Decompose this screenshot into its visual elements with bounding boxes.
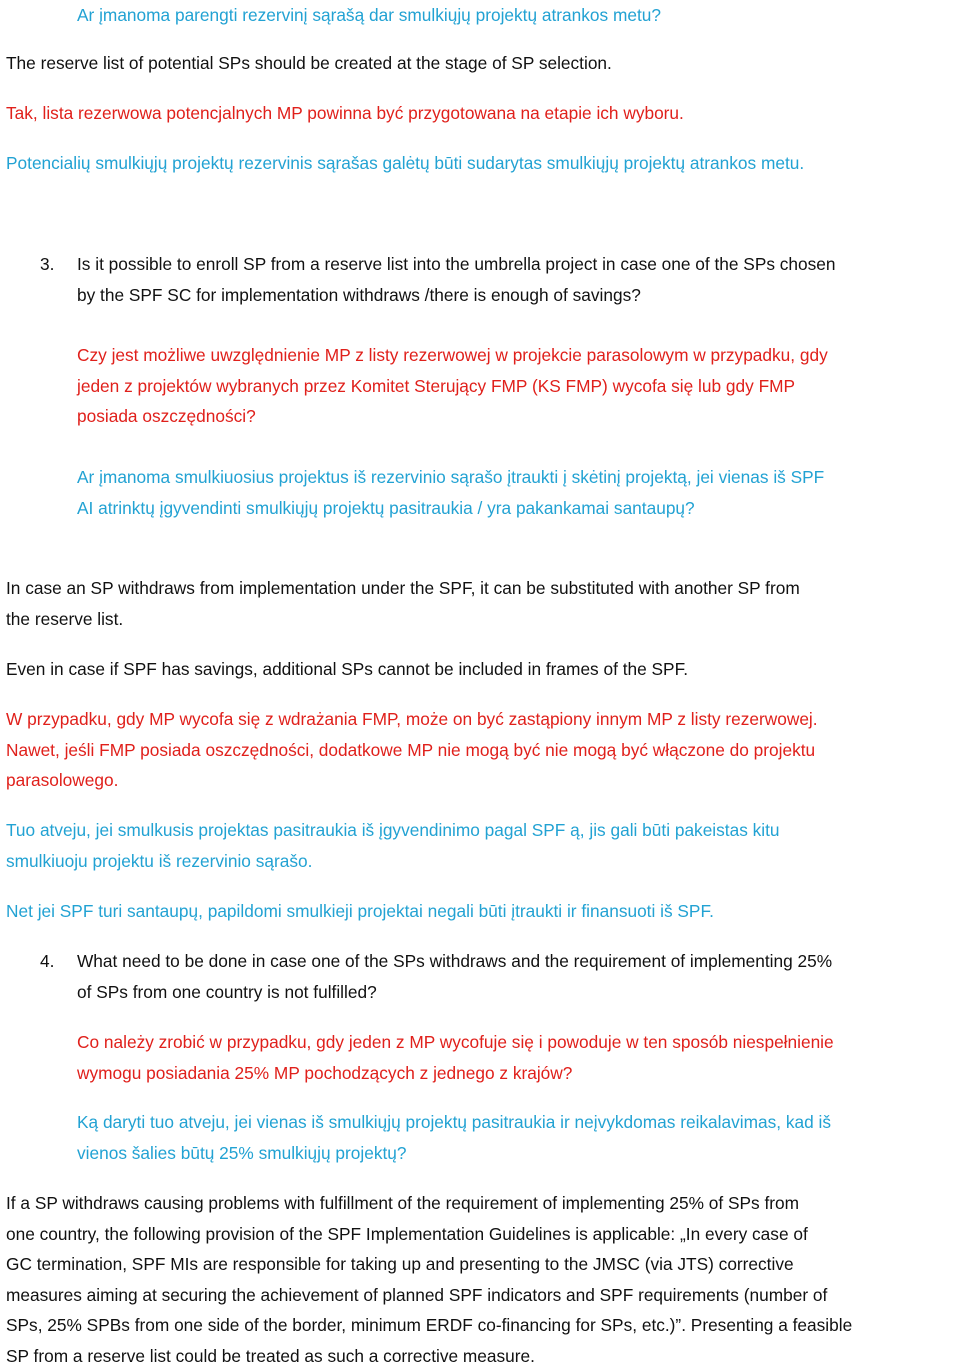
text-line: Tuo atveju, jei smulkusis projektas pasitraukia iš įgyvendinimo pagal SPF ą, jis gali būti pakeistas kitu <box>6 815 954 846</box>
question-4-en <box>77 946 954 1007</box>
answer-en-reserve-list <box>6 48 954 79</box>
answer-3-en-substitution <box>6 573 954 634</box>
question-3-en <box>77 249 954 310</box>
question-3-number: 3. <box>40 249 54 280</box>
text-line: the reserve list. <box>6 604 954 635</box>
lt-question-continued <box>77 0 777 31</box>
question-3-lt <box>77 462 954 523</box>
text-line: vienos šalies būtų 25% smulkiųjų projektų? <box>77 1138 954 1169</box>
text-line: Tak, lista rezerwowa potencjalnych MP powinna być przygotowana na etapie ich wyboru. <box>6 98 954 129</box>
text-line: AI atrinktų įgyvendinti smulkiųjų projektų pasitraukia / yra pakankamai santaupų? <box>77 493 954 524</box>
text-line: SPs, 25% SPBs from one side of the border, minimum ERDF co-financing for SPs, etc.)”. Presenting a feasible <box>6 1310 954 1341</box>
text-line: Is it possible to enroll SP from a reserve list into the umbrella project in case one of the SPs chosen <box>77 249 954 280</box>
question-4-pl <box>77 1027 954 1088</box>
question-4-lt <box>77 1107 954 1168</box>
text-line: of SPs from one country is not fulfilled? <box>77 977 954 1008</box>
text-line: W przypadku, gdy MP wycofa się z wdrażania FMP, może on być zastąpiony innym MP z listy rezerwowej. <box>6 704 954 735</box>
text-line: Co należy zrobić w przypadku, gdy jeden z MP wycofuje się i powoduje w ten sposób niespełnienie <box>77 1027 954 1058</box>
question-3-pl <box>77 340 954 432</box>
text-line: Even in case if SPF has savings, additional SPs cannot be included in frames of the SPF. <box>6 654 954 685</box>
text-line: jeden z projektów wybranych przez Komitet Sterujący FMP (KS FMP) wycofa się lub gdy FMP <box>77 371 954 402</box>
text-line: Net jei SPF turi santaupų, papildomi smulkieji projektai negali būti įtraukti ir finansuoti iš SPF. <box>6 896 954 927</box>
text-line: by the SPF SC for implementation withdraws /there is enough of savings? <box>77 280 954 311</box>
answer-pl-reserve-list <box>6 98 954 129</box>
text-line: Ar įmanoma smulkiuosius projektus iš rezervinio sąrašo įtraukti į skėtinį projektą, jei vienas iš SPF <box>77 462 954 493</box>
text-line: GC termination, SPF MIs are responsible for taking up and presenting to the JMSC (via JTS) corrective <box>6 1249 954 1280</box>
question-4-number: 4. <box>40 946 54 977</box>
text-line: parasolowego. <box>6 765 954 796</box>
text-line: Czy jest możliwe uwzględnienie MP z listy rezerwowej w projekcie parasolowym w przypadku, gdy <box>77 340 954 371</box>
answer-3-pl <box>6 704 954 796</box>
answer-3-lt-substitution <box>6 815 954 876</box>
text-line: The reserve list of potential SPs should be created at the stage of SP selection. <box>6 48 954 79</box>
text-line: Ar įmanoma parengti rezervinį sąrašą dar smulkiųjų projektų atrankos metu? <box>77 0 777 31</box>
text-line: Ką daryti tuo atveju, jei vienas iš smulkiųjų projektų pasitraukia ir neįvykdomas reikalavimas, kad iš <box>77 1107 954 1138</box>
text-line: If a SP withdraws causing problems with fulfillment of the requirement of implementing 25% of SPs from <box>6 1188 954 1219</box>
text-line: What need to be done in case one of the SPs withdraws and the requirement of implementing 25% <box>77 946 954 977</box>
answer-3-lt-savings <box>6 896 954 927</box>
text-line: Potencialių smulkiųjų projektų rezervinis sąrašas galėtų būti sudarytas smulkiųjų projektų atrankos metu. <box>6 148 954 179</box>
answer-4-en <box>6 1188 954 1371</box>
text-line: smulkiuoju projektu iš rezervinio sąrašo. <box>6 846 954 877</box>
text-line: posiada oszczędności? <box>77 401 954 432</box>
text-line: measures aiming at securing the achievement of planned SPF indicators and SPF requirements (number of <box>6 1280 954 1311</box>
text-line: one country, the following provision of the SPF Implementation Guidelines is applicable: „In every case of <box>6 1219 954 1250</box>
text-line: SP from a reserve list could be treated as such a corrective measure. <box>6 1341 954 1371</box>
answer-lt-reserve-list <box>6 148 954 179</box>
text-line: In case an SP withdraws from implementation under the SPF, it can be substituted with another SP from <box>6 573 954 604</box>
answer-3-en-savings <box>6 654 954 685</box>
text-line: Nawet, jeśli FMP posiada oszczędności, dodatkowe MP nie mogą być nie mogą być włączone do projektu <box>6 735 954 766</box>
text-line: wymogu posiadania 25% MP pochodzących z jednego z krajów? <box>77 1058 954 1089</box>
